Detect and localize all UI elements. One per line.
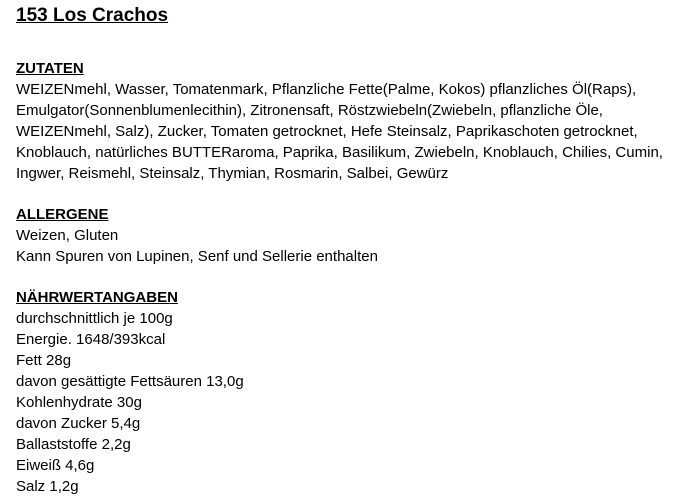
ingredients-line: Emulgator(Sonnenblumenlecithin), Zitronensaft, Röstzwiebeln(Zwiebeln, pflanzliche Öle,	[16, 102, 603, 119]
spacer	[16, 184, 681, 205]
nutrition-line: Kohlenhydrate 30g	[16, 394, 142, 411]
nutrition-line: Ballaststoffe 2,2g	[16, 436, 131, 453]
allergens-heading: ALLERGENE	[16, 206, 109, 223]
nutrition-heading: NÄHRWERTANGABEN	[16, 289, 178, 306]
ingredients-section	[16, 59, 681, 184]
nutrition-line: davon Zucker 5,4g	[16, 415, 141, 432]
allergens-section	[16, 205, 681, 267]
nutrition-line: Energie. 1648/393kcal	[16, 331, 166, 348]
ingredients-line: Knoblauch, natürliches BUTTERaroma, Paprika, Basilikum, Zwiebeln, Knoblauch, Chilies, Cumin,	[16, 144, 663, 161]
document	[16, 0, 681, 497]
nutrition-line: Fett 28g	[16, 352, 72, 369]
ingredients-line: Ingwer, Reismehl, Steinsalz, Thymian, Rosmarin, Salbei, Gewürz	[16, 165, 449, 182]
nutrition-line: Salz 1,2g	[16, 478, 79, 495]
ingredients-heading: ZUTATEN	[16, 60, 84, 77]
spacer	[16, 267, 681, 288]
ingredients-line: WEIZENmehl, Wasser, Tomatenmark, Pflanzliche Fette(Palme, Kokos) pflanzliches Öl(Raps),	[16, 81, 637, 98]
spacer	[16, 29, 681, 59]
nutrition-line: durchschnittlich je 100g	[16, 310, 173, 327]
document-title: 153 Los Crachos	[16, 5, 169, 26]
allergens-line: Kann Spuren von Lupinen, Senf und Sellerie enthalten	[16, 248, 378, 265]
ingredients-line: WEIZENmehl, Salz), Zucker, Tomaten getrocknet, Hefe Steinsalz, Paprikaschoten getrocknet,	[16, 123, 638, 140]
nutrition-line: Eiweiß 4,6g	[16, 457, 95, 474]
allergens-line: Weizen, Gluten	[16, 227, 119, 244]
nutrition-line: davon gesättigte Fettsäuren 13,0g	[16, 373, 244, 390]
nutrition-section	[16, 288, 681, 497]
